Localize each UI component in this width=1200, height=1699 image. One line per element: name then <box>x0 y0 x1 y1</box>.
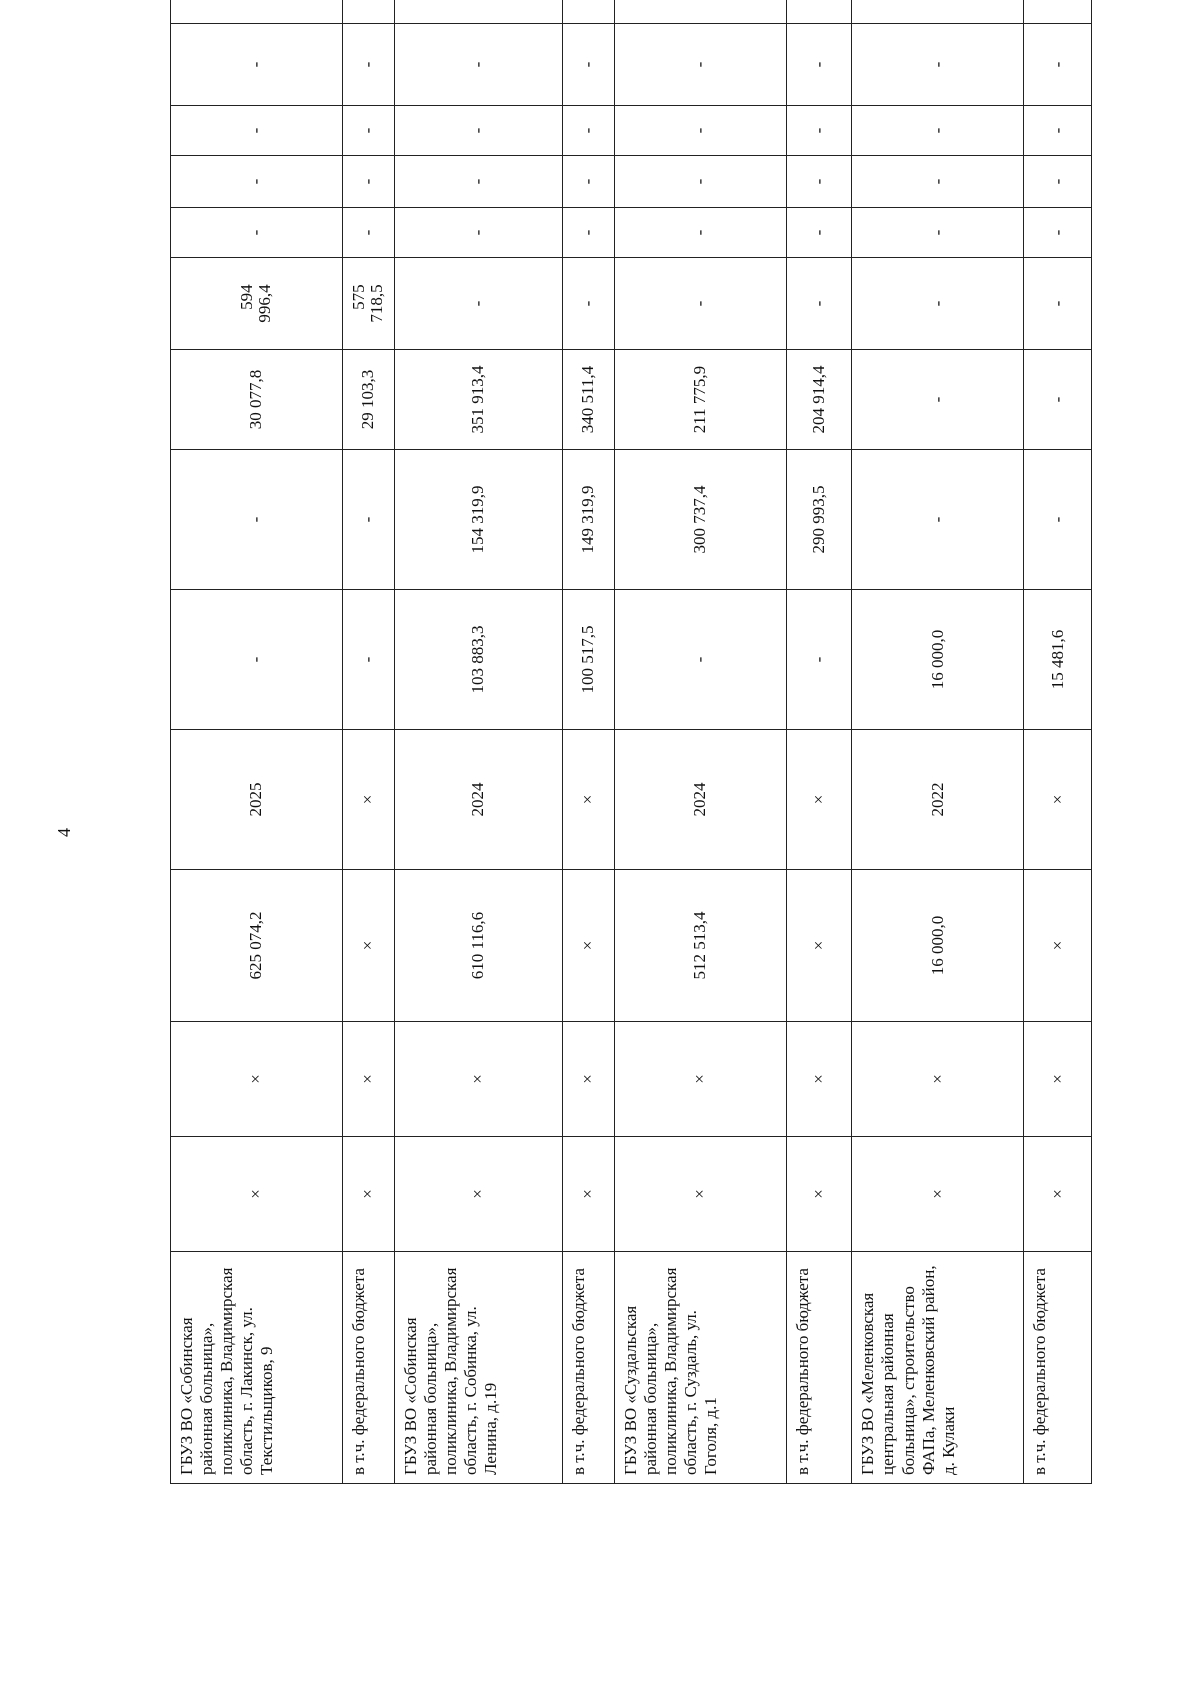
stacked-value <box>579 301 598 307</box>
value-cell: - <box>171 590 343 730</box>
row-name-cell: в т.ч. федерального бюджета <box>343 1252 395 1484</box>
dash-cell: - <box>1024 156 1092 208</box>
dash-cell: - <box>343 156 395 208</box>
value-cell: 610 116,6 <box>395 870 563 1022</box>
row-name-cell: ГБУЗ ВО «Меленковская центральная районная больница», строительство ФАПа, Меленковский район, д. Кулаки <box>852 1252 1024 1484</box>
value-cell: × <box>787 1137 852 1252</box>
value-cell <box>787 258 852 350</box>
value-cell: × <box>563 1137 615 1252</box>
value-cell: - <box>852 350 1024 450</box>
value-cell: - <box>343 450 395 590</box>
value-cell: × <box>563 870 615 1022</box>
table-row <box>852 0 1024 1484</box>
value-cell <box>395 258 563 350</box>
stacked-value-line: - <box>1047 300 1067 307</box>
table-row <box>615 0 787 1484</box>
stacked-value-line: - <box>809 300 829 307</box>
row-name-cell: ГБУЗ ВО «Собинская районная больница», поликлиника, Владимирская область, г. Собинка, ул. Ленина, д.19 <box>395 1252 563 1484</box>
value-cell: 149 319,9 <box>563 450 615 590</box>
value-cell: × <box>787 870 852 1022</box>
value-cell: × <box>563 730 615 870</box>
table-row <box>395 0 563 1484</box>
table-row <box>171 0 343 1484</box>
dash-cell: - <box>343 106 395 156</box>
dash-cell: - <box>171 106 343 156</box>
value-cell: × <box>852 1137 1024 1252</box>
value-cell: - <box>1024 350 1092 450</box>
value-cell <box>563 258 615 350</box>
stacked-value-line: - <box>468 300 488 307</box>
value-cell: × <box>787 730 852 870</box>
dash-cell: - <box>852 106 1024 156</box>
stacked-value-line: 718,5 <box>367 284 387 323</box>
stacked-value <box>238 284 275 322</box>
dash-cell <box>343 0 395 24</box>
value-cell <box>343 258 395 350</box>
value-cell: × <box>171 1137 343 1252</box>
value-cell: × <box>395 1137 563 1252</box>
value-cell: - <box>615 590 787 730</box>
value-cell: × <box>615 1022 787 1137</box>
value-cell <box>1024 258 1092 350</box>
row-name-cell: в т.ч. федерального бюджета <box>787 1252 852 1484</box>
value-cell: 625 074,2 <box>171 870 343 1022</box>
value-cell <box>615 258 787 350</box>
dash-cell: - <box>787 208 852 258</box>
table-row <box>563 0 615 1484</box>
dash-cell: - <box>171 208 343 258</box>
dash-cell: - <box>787 24 852 106</box>
value-cell: 16 000,0 <box>852 590 1024 730</box>
dash-cell: - <box>615 208 787 258</box>
dash-cell <box>1024 0 1092 24</box>
row-name-cell: ГБУЗ ВО «Суздальская районная больница», поликлиника, Владимирская область, г. Суздаль, ул. Гоголя, д.1 <box>615 1252 787 1484</box>
dash-cell <box>171 0 343 24</box>
dash-cell: - <box>852 156 1024 208</box>
stacked-value-line: - <box>578 300 598 307</box>
row-name-cell: ГБУЗ ВО «Собинская районная больница», поликлиника, Владимирская область, г. Лакинск, ул. Текстильщиков, 9 <box>171 1252 343 1484</box>
dash-cell: - <box>171 24 343 106</box>
dash-cell: - <box>343 24 395 106</box>
dash-cell: - <box>615 24 787 106</box>
value-cell <box>852 258 1024 350</box>
value-cell: × <box>852 1022 1024 1137</box>
value-cell: - <box>787 590 852 730</box>
value-cell: - <box>852 450 1024 590</box>
dash-cell: - <box>395 208 563 258</box>
value-cell: × <box>171 1022 343 1137</box>
value-cell: - <box>171 450 343 590</box>
dash-cell: - <box>395 106 563 156</box>
rotated-sheet <box>170 44 1078 1484</box>
dash-cell <box>852 0 1024 24</box>
value-cell: 16 000,0 <box>852 870 1024 1022</box>
value-cell: × <box>343 730 395 870</box>
value-cell: × <box>343 1022 395 1137</box>
page-number: 4 <box>54 828 74 837</box>
stacked-value <box>1049 301 1068 307</box>
dash-cell: - <box>343 208 395 258</box>
stacked-value <box>929 301 948 307</box>
row-name-cell: в т.ч. федерального бюджета <box>563 1252 615 1484</box>
value-cell: 351 913,4 <box>395 350 563 450</box>
value-cell: 100 517,5 <box>563 590 615 730</box>
value-cell: 211 775,9 <box>615 350 787 450</box>
value-cell: 154 319,9 <box>395 450 563 590</box>
value-cell: 103 883,3 <box>395 590 563 730</box>
dash-cell: - <box>787 156 852 208</box>
table-row <box>1024 0 1092 1484</box>
value-cell: 29 103,3 <box>343 350 395 450</box>
stacked-value <box>691 301 710 307</box>
dash-cell: - <box>563 208 615 258</box>
table-row <box>343 0 395 1484</box>
table-stage <box>170 44 1078 1484</box>
value-cell: × <box>615 1137 787 1252</box>
value-cell: - <box>343 590 395 730</box>
dash-cell: - <box>395 24 563 106</box>
value-cell: × <box>563 1022 615 1137</box>
stacked-value <box>350 284 387 322</box>
value-cell: × <box>787 1022 852 1137</box>
dash-cell: - <box>171 156 343 208</box>
dash-cell: - <box>615 106 787 156</box>
dash-cell: - <box>563 106 615 156</box>
dash-cell: - <box>615 156 787 208</box>
value-cell: × <box>1024 1022 1092 1137</box>
dash-cell: - <box>1024 24 1092 106</box>
value-cell: 2022 <box>852 730 1024 870</box>
value-cell: 30 077,8 <box>171 350 343 450</box>
stacked-value-line: 594 <box>236 284 256 310</box>
dash-cell: - <box>563 156 615 208</box>
dash-cell: - <box>563 24 615 106</box>
stacked-value-line: 996,4 <box>255 284 275 323</box>
dash-cell: - <box>852 24 1024 106</box>
value-cell: 2024 <box>395 730 563 870</box>
value-cell <box>171 258 343 350</box>
dash-cell: - <box>395 156 563 208</box>
value-cell: 340 511,4 <box>563 350 615 450</box>
value-cell: 2025 <box>171 730 343 870</box>
stacked-value <box>810 301 829 307</box>
value-cell: × <box>343 1137 395 1252</box>
value-cell: 2024 <box>615 730 787 870</box>
dash-cell: - <box>852 208 1024 258</box>
dash-cell <box>563 0 615 24</box>
dash-cell: - <box>787 106 852 156</box>
dash-cell <box>615 0 787 24</box>
dash-cell: - <box>1024 208 1092 258</box>
stacked-value-line: - <box>690 300 710 307</box>
value-cell: × <box>1024 730 1092 870</box>
funding-table <box>170 0 1092 1484</box>
table-row <box>787 0 852 1484</box>
value-cell: - <box>1024 450 1092 590</box>
stacked-value-line: - <box>927 300 947 307</box>
table-body <box>171 0 1092 1484</box>
row-name-cell: в т.ч. федерального бюджета <box>1024 1252 1092 1484</box>
value-cell: × <box>1024 1137 1092 1252</box>
value-cell: × <box>1024 870 1092 1022</box>
value-cell: 512 513,4 <box>615 870 787 1022</box>
dash-cell <box>787 0 852 24</box>
value-cell: 300 737,4 <box>615 450 787 590</box>
stacked-value <box>469 301 488 307</box>
dash-cell <box>395 0 563 24</box>
dash-cell: - <box>1024 106 1092 156</box>
stacked-value-line: 575 <box>348 284 368 310</box>
value-cell: × <box>343 870 395 1022</box>
value-cell: 290 993,5 <box>787 450 852 590</box>
value-cell: 204 914,4 <box>787 350 852 450</box>
value-cell: 15 481,6 <box>1024 590 1092 730</box>
value-cell: × <box>395 1022 563 1137</box>
